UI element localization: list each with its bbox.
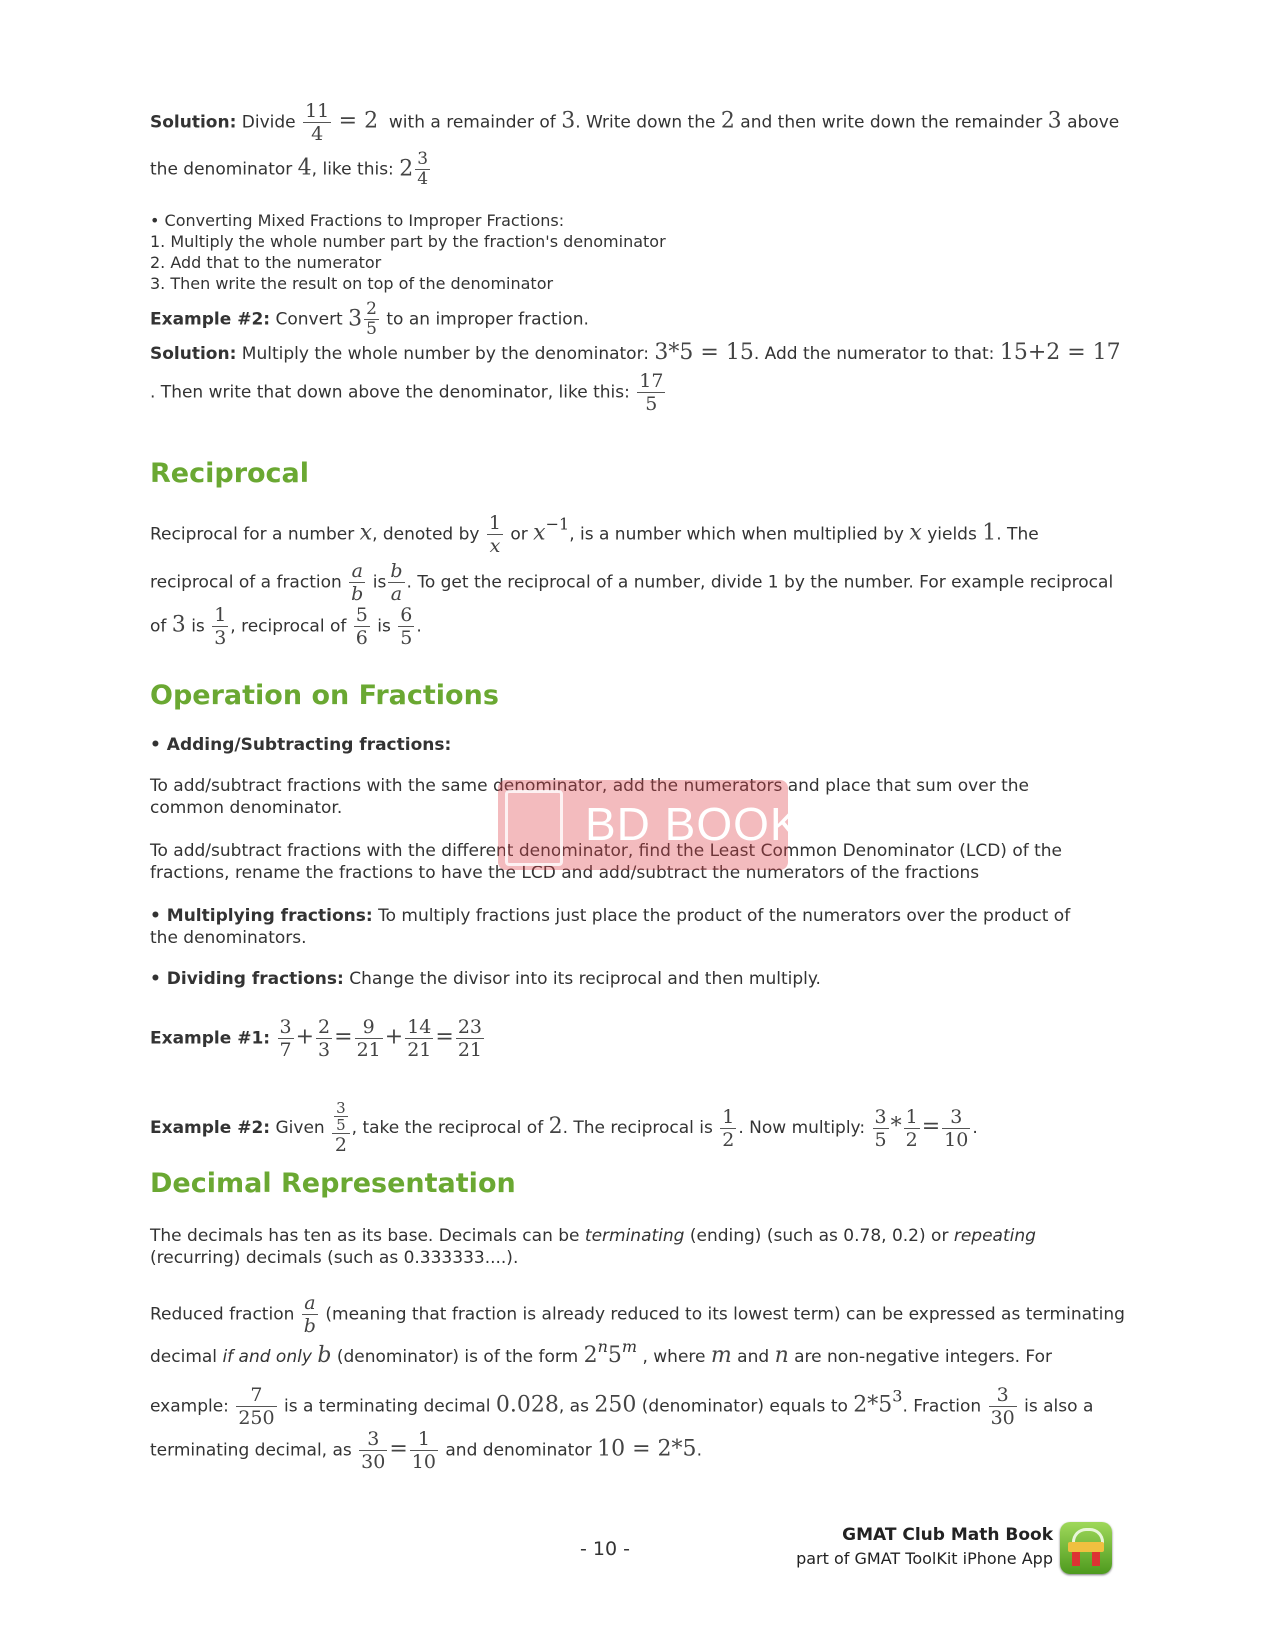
example2-line-2 bbox=[150, 342, 1120, 365]
denominator: 2 bbox=[905, 1128, 918, 1151]
reciprocal-line-2 bbox=[150, 560, 1120, 605]
math: + bbox=[384, 1024, 404, 1050]
text: terminating decimal, as bbox=[150, 1440, 352, 1461]
fraction bbox=[904, 1106, 920, 1151]
numerator: 9 bbox=[355, 1016, 383, 1039]
fraction bbox=[873, 1106, 889, 1151]
denominator: 5 bbox=[366, 319, 377, 339]
math: * bbox=[890, 1114, 902, 1139]
bold-label: • Adding/Subtracting fractions: bbox=[150, 735, 452, 755]
fraction bbox=[405, 1016, 433, 1061]
text: reciprocal of a fraction bbox=[150, 572, 342, 593]
numerator: 3 bbox=[417, 149, 429, 169]
numerator: 5 bbox=[355, 604, 368, 626]
math: x bbox=[909, 520, 922, 546]
footer-title: GMAT Club Math Book bbox=[842, 1525, 1053, 1545]
decimal-line-3 bbox=[150, 1336, 1120, 1368]
fraction-a-b bbox=[302, 1292, 318, 1337]
numerator: 11 bbox=[305, 100, 330, 122]
multiplying-paragraph bbox=[150, 905, 1080, 949]
math: = bbox=[921, 1114, 941, 1139]
numerator: 2 bbox=[318, 1016, 331, 1038]
math: = bbox=[435, 1024, 454, 1050]
denominator: 3 bbox=[318, 1039, 331, 1061]
different-denominator-paragraph: To add/subtract fractions with the different denominator, find the Least Common Denominator (LCD) of the fractions, rename the fractions to have the LCD and add/subtract the numerators of the fractions bbox=[150, 841, 1063, 883]
denominator: a bbox=[390, 583, 403, 605]
numerator: 1 bbox=[905, 1105, 918, 1128]
example2-division-line bbox=[150, 1100, 1120, 1156]
example2-line-3 bbox=[150, 370, 1120, 415]
italic-text: terminating bbox=[584, 1226, 685, 1246]
text: (recurring) decimals (such as 0.333333....). bbox=[150, 1248, 519, 1268]
fraction-1-x bbox=[487, 512, 503, 557]
numerator: 7 bbox=[236, 1384, 276, 1407]
exponent: 3 bbox=[892, 1386, 903, 1406]
numerator: b bbox=[390, 560, 403, 582]
text: (denominator) equals to bbox=[641, 1396, 848, 1417]
page-number: - 10 - bbox=[580, 1538, 630, 1560]
denominator: 7 bbox=[279, 1039, 292, 1061]
math: = bbox=[389, 1436, 408, 1462]
decimal-line-4 bbox=[150, 1384, 1120, 1429]
italic-text: if and only bbox=[222, 1347, 312, 1367]
fraction-b-a bbox=[388, 560, 404, 605]
whole: 2 bbox=[399, 156, 414, 182]
footer-subtitle: part of GMAT ToolKit iPhone App bbox=[796, 1549, 1053, 1568]
icon-part bbox=[1092, 1552, 1100, 1566]
text: . Then write that down above the denominator, like this: bbox=[150, 382, 630, 403]
math: = bbox=[334, 1024, 353, 1050]
text: . The bbox=[996, 524, 1039, 545]
text: , is a number which when multiplied by bbox=[569, 524, 904, 545]
fraction bbox=[316, 1016, 332, 1061]
numerator: 3 bbox=[336, 1099, 346, 1117]
math: 3*5 = 15 bbox=[654, 340, 754, 365]
text: example: bbox=[150, 1396, 229, 1417]
numerator: 2 bbox=[366, 299, 377, 319]
fraction-7-250 bbox=[236, 1384, 276, 1429]
numerator: 3 bbox=[942, 1106, 970, 1129]
list-item: • Converting Mixed Fractions to Improper Fractions: bbox=[150, 211, 565, 230]
heading-operations: Operation on Fractions bbox=[150, 680, 499, 711]
numerator: 3 bbox=[279, 1016, 292, 1038]
text: Convert bbox=[275, 309, 343, 330]
text: Change the divisor into its reciprocal and then multiply. bbox=[349, 969, 821, 989]
reciprocal-line-3 bbox=[150, 604, 1120, 649]
same-denominator-paragraph: To add/subtract fractions with the same denominator, add the numerators and place that sum over the common denominator. bbox=[150, 776, 1029, 818]
fraction bbox=[359, 1428, 387, 1473]
decimal-paragraph-1 bbox=[150, 1225, 1080, 1269]
text: or bbox=[510, 524, 528, 545]
math: 2 bbox=[720, 108, 735, 134]
italic-text: repeating bbox=[953, 1226, 1036, 1246]
denominator: 250 bbox=[238, 1407, 275, 1429]
math: 3 bbox=[561, 108, 576, 134]
text: . Write down the bbox=[575, 112, 716, 133]
numerator: 23 bbox=[457, 1016, 482, 1038]
text: Reciprocal for a number bbox=[150, 524, 355, 545]
fraction-1-3 bbox=[212, 604, 228, 649]
solution-label: Solution: bbox=[150, 112, 237, 133]
numerator: 1 bbox=[722, 1105, 735, 1128]
math: 250 bbox=[594, 1392, 637, 1418]
example-label: Example #1: bbox=[150, 1028, 271, 1049]
denominator: b bbox=[303, 1315, 316, 1337]
fraction bbox=[355, 1016, 383, 1061]
intro-line-1 bbox=[150, 100, 1120, 145]
math: m bbox=[710, 1343, 732, 1368]
text: is bbox=[372, 572, 387, 593]
numerator: a bbox=[349, 560, 365, 583]
numerator: 3 bbox=[874, 1105, 887, 1128]
text: Divide bbox=[241, 112, 296, 133]
denominator: 30 bbox=[361, 1451, 386, 1473]
text: . The reciprocal is bbox=[562, 1118, 713, 1138]
decimal-line-5 bbox=[150, 1428, 1120, 1473]
text: . bbox=[696, 1440, 702, 1461]
math: + bbox=[295, 1024, 315, 1050]
text: is bbox=[191, 616, 205, 637]
numerator: 3 bbox=[989, 1384, 1017, 1407]
example-label: Example #2: bbox=[150, 1118, 271, 1138]
text: of bbox=[150, 616, 167, 637]
text: To multiply fractions just place the product of the numerators over the product of the denominators. bbox=[150, 906, 1071, 948]
denominator: 5 bbox=[336, 1116, 346, 1134]
denominator: x bbox=[489, 535, 501, 557]
text: , reciprocal of bbox=[230, 616, 347, 637]
text: . bbox=[416, 616, 422, 637]
icon-part bbox=[1072, 1552, 1080, 1566]
text: . Add the numerator to that: bbox=[753, 344, 995, 364]
math: b bbox=[317, 1343, 332, 1368]
text: (meaning that fraction is already reduced to its lowest term) can be expressed as terminating bbox=[325, 1304, 1125, 1325]
text: Reduced fraction bbox=[150, 1304, 295, 1325]
list-item: 2. Add that to the numerator bbox=[150, 253, 382, 272]
list-item: 1. Multiply the whole number part by the fraction's denominator bbox=[150, 232, 666, 251]
text: and then write down the remainder bbox=[740, 112, 1043, 133]
intro-line-2 bbox=[150, 150, 1120, 189]
solution-label: Solution: bbox=[150, 344, 237, 364]
text: the denominator bbox=[150, 159, 293, 180]
text: Multiply the whole number by the denominator: bbox=[241, 344, 649, 364]
example1-line bbox=[150, 1016, 1120, 1061]
mixed-fraction bbox=[399, 150, 432, 189]
text: are non-negative integers. For bbox=[794, 1347, 1052, 1367]
math: 2*5 bbox=[853, 1392, 893, 1418]
denominator: 10 bbox=[411, 1451, 436, 1473]
math: 3 bbox=[1047, 108, 1062, 134]
text: , where bbox=[642, 1347, 706, 1367]
numerator: 3 bbox=[359, 1428, 387, 1451]
math: 2 bbox=[583, 1343, 598, 1368]
math: 1 bbox=[982, 520, 997, 546]
fraction-5-6 bbox=[354, 604, 370, 649]
numerator: 1 bbox=[214, 604, 227, 626]
adding-label bbox=[150, 734, 1120, 756]
denominator: 30 bbox=[990, 1407, 1015, 1429]
whole: 3 bbox=[348, 306, 363, 332]
denominator: 6 bbox=[355, 627, 368, 649]
example2-line-1 bbox=[150, 300, 1120, 339]
text: is also a bbox=[1024, 1396, 1094, 1417]
denominator: 2 bbox=[334, 1134, 347, 1156]
fraction-6-5 bbox=[398, 604, 414, 649]
heading-decimal: Decimal Representation bbox=[150, 1168, 516, 1199]
numerator: a bbox=[302, 1292, 318, 1315]
text: , as bbox=[558, 1396, 589, 1417]
example-label: Example #2: bbox=[150, 309, 271, 330]
dividing-paragraph bbox=[150, 968, 1120, 990]
math: 15+2 = 17 bbox=[999, 340, 1121, 365]
math: 5 bbox=[607, 1343, 622, 1368]
text: . bbox=[972, 1118, 978, 1138]
denominator: 5 bbox=[874, 1128, 887, 1151]
numerator: 17 bbox=[639, 370, 664, 392]
text: decimal bbox=[150, 1347, 218, 1367]
math: 3 bbox=[171, 612, 186, 638]
bold-label: • Multiplying fractions: bbox=[150, 906, 373, 926]
denominator: 2 bbox=[722, 1128, 735, 1151]
bold-label: • Dividing fractions: bbox=[150, 969, 344, 989]
text: . To get the reciprocal of a number, divide 1 by the number. For example reciprocal bbox=[406, 572, 1114, 593]
math: 4 bbox=[297, 155, 312, 181]
exponent: −1 bbox=[545, 514, 570, 534]
reciprocal-line-1 bbox=[150, 512, 1120, 557]
denominator: 21 bbox=[356, 1039, 381, 1061]
denominator: 4 bbox=[417, 169, 429, 189]
exponent: m bbox=[621, 1337, 638, 1356]
math: x bbox=[533, 520, 546, 546]
denominator: 21 bbox=[457, 1039, 482, 1061]
denominator: 5 bbox=[400, 627, 413, 649]
math: = 2 bbox=[338, 108, 379, 134]
fraction-11-4 bbox=[303, 100, 331, 145]
text: is bbox=[377, 616, 391, 637]
text: is a terminating decimal bbox=[283, 1396, 491, 1417]
text: to an improper fraction. bbox=[386, 309, 589, 330]
heading-reciprocal: Reciprocal bbox=[150, 458, 310, 489]
numerator: 1 bbox=[410, 1428, 438, 1451]
list-item: 3. Then write the result on top of the denominator bbox=[150, 274, 554, 293]
text: , like this: bbox=[311, 159, 394, 180]
denominator: 4 bbox=[311, 123, 324, 145]
fraction-a-b bbox=[349, 560, 365, 605]
fraction bbox=[456, 1016, 484, 1061]
denominator: 5 bbox=[645, 393, 658, 415]
fraction bbox=[942, 1106, 970, 1151]
text: and bbox=[737, 1347, 770, 1367]
fraction bbox=[410, 1428, 438, 1473]
mixed-fraction bbox=[348, 300, 381, 339]
numerator: 1 bbox=[488, 512, 501, 534]
fraction-17-5 bbox=[637, 370, 665, 415]
text: , take the reciprocal of bbox=[351, 1118, 544, 1138]
text: The decimals has ten as its base. Decimals can be bbox=[150, 1226, 580, 1246]
text: . Now multiply: bbox=[738, 1118, 866, 1138]
icon-part bbox=[1068, 1542, 1104, 1552]
decimal-line-2 bbox=[150, 1292, 1125, 1337]
math: 0.028 bbox=[495, 1392, 559, 1418]
math: x bbox=[359, 520, 373, 546]
text: (ending) (such as 0.78, 0.2) or bbox=[689, 1226, 949, 1246]
text: (denominator) is of the form bbox=[336, 1347, 579, 1367]
denominator: 21 bbox=[407, 1039, 432, 1061]
complex-fraction bbox=[332, 1100, 350, 1156]
fraction-1-2 bbox=[720, 1106, 736, 1151]
text: above bbox=[1067, 112, 1120, 133]
denominator: 10 bbox=[944, 1128, 969, 1151]
text: and denominator bbox=[445, 1440, 592, 1461]
exponent: n bbox=[597, 1337, 608, 1356]
numerator: 14 bbox=[407, 1016, 432, 1038]
math: n bbox=[774, 1343, 789, 1368]
text: with a remainder of bbox=[388, 112, 556, 133]
numerator: 6 bbox=[400, 604, 413, 626]
text: . Fraction bbox=[902, 1396, 982, 1417]
text: Given bbox=[275, 1118, 325, 1138]
math: 10 = 2*5 bbox=[597, 1436, 697, 1462]
text: , denoted by bbox=[372, 524, 480, 545]
gmat-toolkit-app-icon bbox=[1060, 1522, 1112, 1574]
denominator: b bbox=[351, 583, 364, 605]
watermark-text: BD BOOKS bbox=[585, 798, 834, 850]
denominator: 3 bbox=[214, 627, 227, 649]
fraction bbox=[278, 1016, 294, 1061]
fraction-3-30 bbox=[989, 1384, 1017, 1429]
text: yields bbox=[927, 524, 977, 545]
math: 2 bbox=[548, 1114, 563, 1139]
convert-list bbox=[150, 210, 1120, 294]
book-icon bbox=[505, 790, 563, 866]
